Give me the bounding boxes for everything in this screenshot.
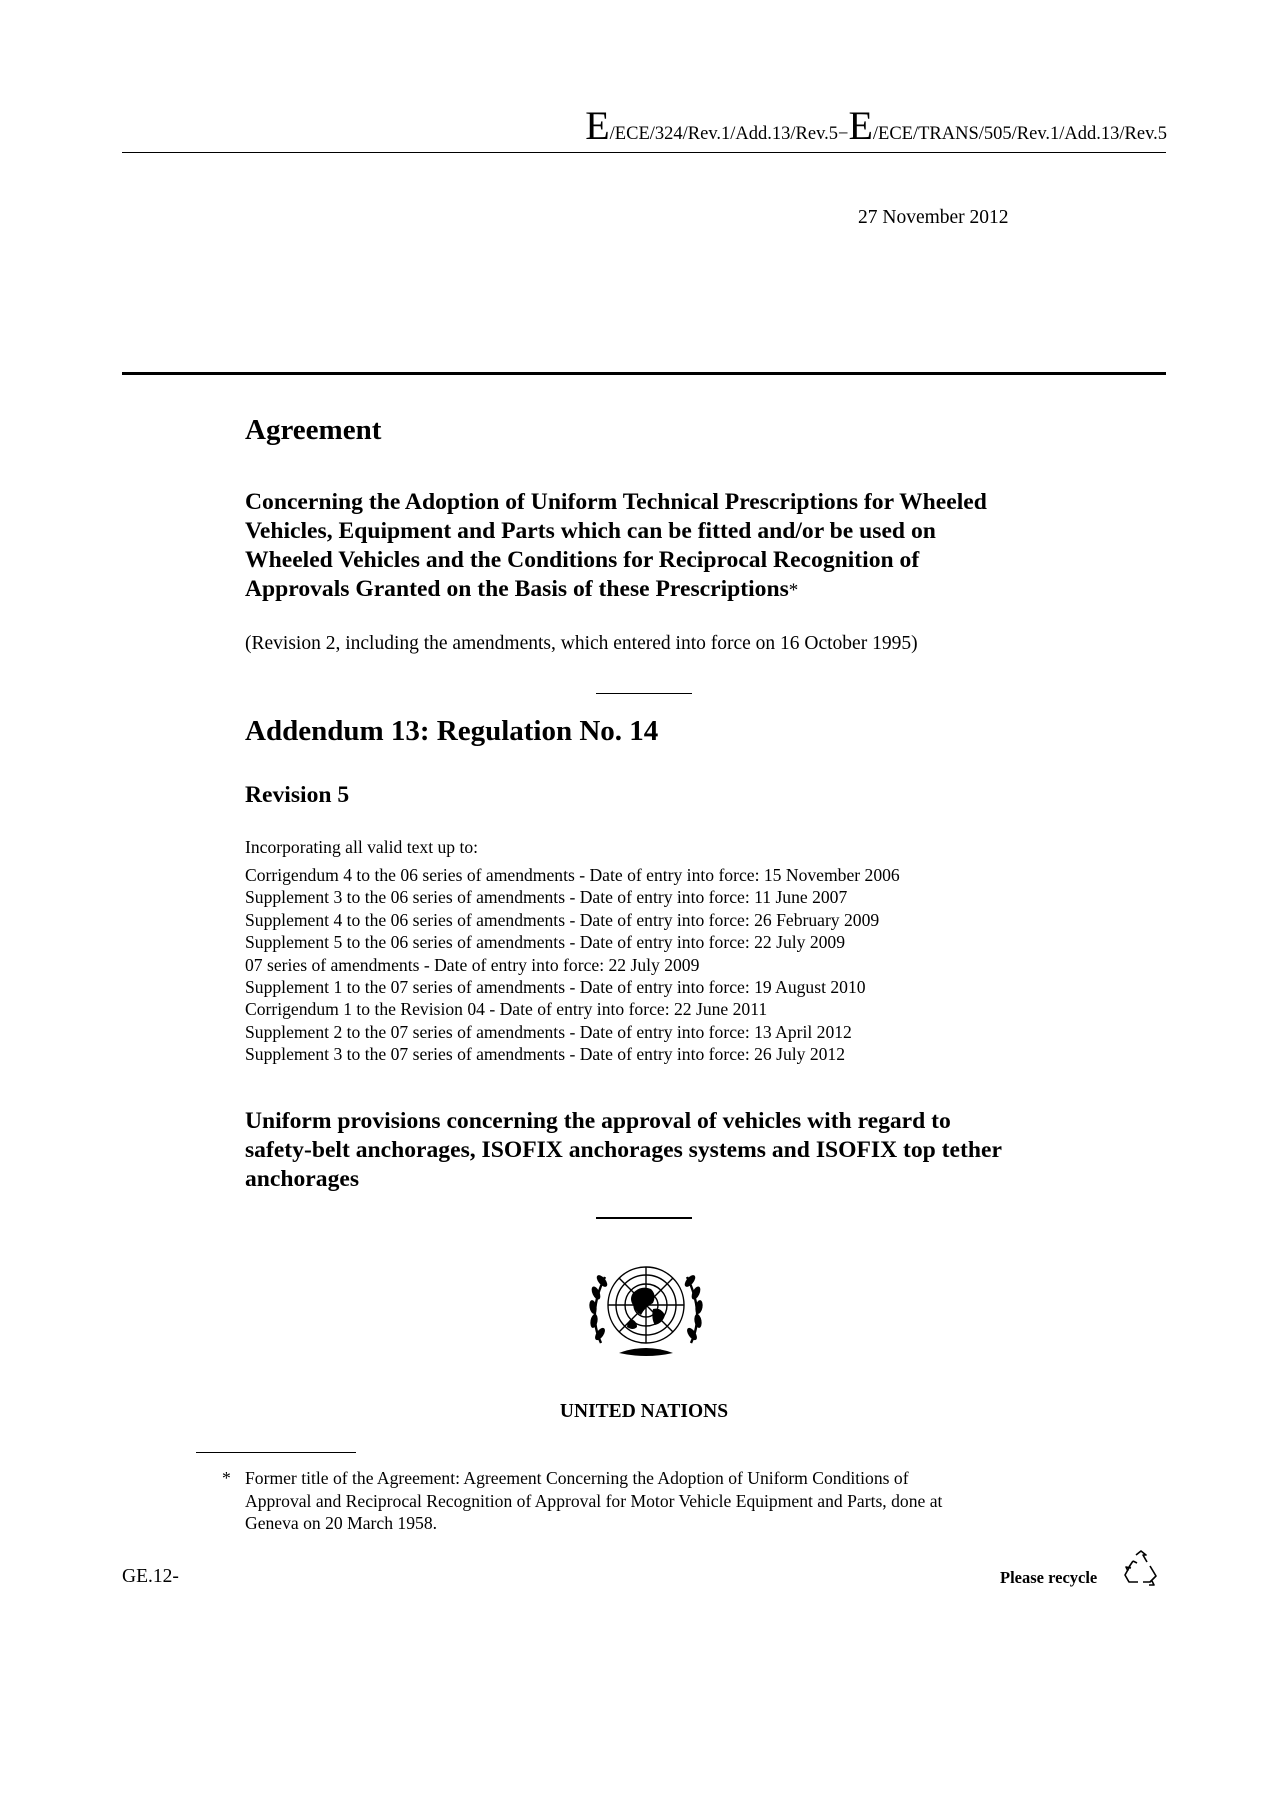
amendment-item: 07 series of amendments - Date of entry into force: 22 July 2009 — [245, 954, 700, 975]
united-nations-label: UNITED NATIONS — [559, 1401, 729, 1422]
revision-heading: Revision 5 — [245, 782, 350, 808]
please-recycle-label: Please recycle — [1000, 1568, 1098, 1587]
footnote-line: Geneva on 20 March 1958. — [245, 1513, 438, 1534]
amendment-item: Supplement 1 to the 07 series of amendments - Date of entry into force: 19 August 2010 — [245, 977, 866, 998]
amendment-item: Corrigendum 4 to the 06 series of amendments - Date of entry into force: 15 November 2006 — [245, 865, 900, 885]
regulation-title-line: Uniform provisions concerning the approval of vehicles with regard to — [245, 1108, 951, 1134]
section-divider — [596, 1217, 692, 1219]
agreement-subtitle-line: Wheeled Vehicles and the Conditions for Reciprocal Recognition of — [245, 547, 920, 573]
footnote-reference[interactable]: * — [788, 580, 799, 601]
footnote-line: Former title of the Agreement: Agreement Concerning the Adoption of Uniform Conditions of — [245, 1468, 909, 1488]
footnote-rule — [196, 1452, 356, 1453]
amendment-item: Corrigendum 1 to the Revision 04 - Date of entry into force: 22 June 2011 — [245, 999, 768, 1020]
header-rule — [122, 152, 1166, 153]
amendment-list — [245, 864, 900, 1066]
regulation-title — [245, 1107, 1145, 1194]
agreement-heading: Agreement — [245, 414, 382, 446]
un-emblem-icon — [579, 1249, 713, 1377]
amendment-item: Supplement 3 to the 06 series of amendments - Date of entry into force: 11 June 2007 — [245, 887, 848, 908]
document-date: 27 November 2012 — [858, 207, 1009, 228]
document-symbol — [585, 103, 1167, 148]
agreement-subtitle — [245, 488, 1125, 605]
agreement-subtitle-line: Vehicles, Equipment and Parts which can be fitted and/or be used on — [245, 518, 936, 544]
footnote-line: Approval and Reciprocal Recognition of Approval for Motor Vehicle Equipment and Parts, done at — [245, 1490, 943, 1511]
agreement-subtitle-line-text: Approvals Granted on the Basis of these Prescriptions — [245, 576, 789, 602]
section-divider — [596, 693, 692, 694]
amendment-item: Supplement 2 to the 07 series of amendments - Date of entry into force: 13 April 2012 — [245, 1021, 852, 1042]
symbol-b-text: /ECE/TRANS/505/Rev.1/Add.13/Rev.5 — [872, 124, 1167, 144]
title-block-rule — [122, 372, 1166, 375]
footnote-marker: * — [222, 1468, 231, 1488]
amendment-item: Supplement 4 to the 06 series of amendments - Date of entry into force: 26 February 2009 — [245, 909, 880, 930]
symbol-a-text: /ECE/324/Rev.1/Add.13/Rev.5 — [609, 124, 838, 144]
footnote — [222, 1467, 1102, 1535]
amendment-item: Supplement 5 to the 06 series of amendments - Date of entry into force: 22 July 2009 — [245, 932, 846, 953]
job-number: GE.12- — [122, 1566, 179, 1587]
incorporating-label: Incorporating all valid text up to: — [245, 837, 479, 857]
amendment-item: Supplement 3 to the 07 series of amendments - Date of entry into force: 26 July 2012 — [245, 1044, 846, 1065]
revision-note: (Revision 2, including the amendments, which entered into force on 16 October 1995) — [245, 633, 918, 654]
recycle-icon — [1122, 1549, 1160, 1591]
footnote-text — [245, 1467, 1102, 1535]
symbol-a-letter: E — [585, 103, 610, 148]
agreement-subtitle-line: Concerning the Adoption of Uniform Technical Prescriptions for Wheeled — [245, 489, 987, 515]
addendum-heading: Addendum 13: Regulation No. 14 — [245, 715, 659, 747]
symbol-separator: − — [838, 124, 849, 144]
regulation-title-line: safety-belt anchorages, ISOFIX anchorages systems and ISOFIX top tether — [245, 1137, 1002, 1163]
symbol-b-letter: E — [848, 103, 873, 148]
agreement-subtitle-line — [245, 575, 1125, 605]
regulation-title-line: anchorages — [245, 1166, 360, 1192]
